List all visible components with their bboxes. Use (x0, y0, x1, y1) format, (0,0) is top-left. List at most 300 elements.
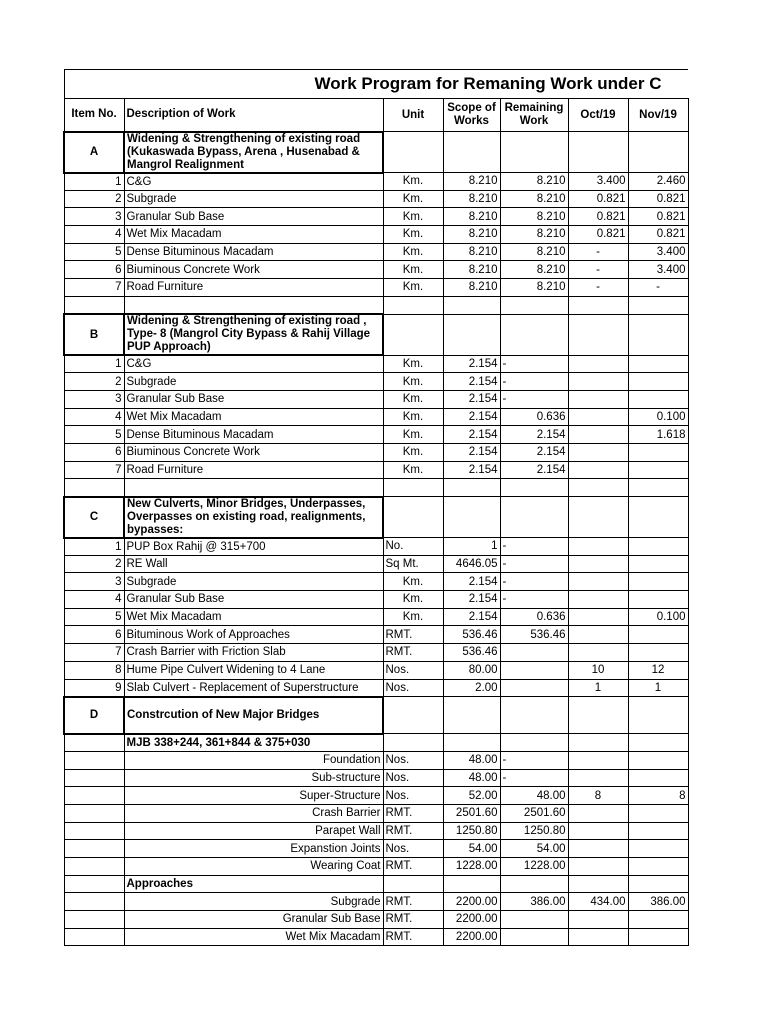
nov-value (628, 461, 688, 479)
item-no (64, 858, 124, 876)
description: Granular Sub Base (124, 390, 383, 408)
table-row (64, 226, 688, 244)
item-no: 4 (64, 408, 124, 426)
remaining: 8.210 (500, 208, 568, 226)
table-row (64, 608, 688, 626)
oct-value (568, 591, 628, 609)
empty-cell (443, 875, 500, 893)
scope: 536.46 (443, 644, 500, 662)
scope: 2.154 (443, 591, 500, 609)
oct-value (568, 822, 628, 840)
scope: 1 (443, 538, 500, 556)
unit: Nos. (383, 679, 443, 697)
scope: 2.00 (443, 679, 500, 697)
remaining: 8.210 (500, 226, 568, 244)
nov-value (628, 751, 688, 769)
table-row (64, 538, 688, 556)
scope: 2200.00 (443, 893, 500, 911)
remaining: - (500, 538, 568, 556)
oct-value: 8 (568, 787, 628, 805)
scope: 54.00 (443, 840, 500, 858)
remaining: 8.210 (500, 173, 568, 191)
table-row (64, 426, 688, 444)
col-unit: Unit (383, 99, 443, 132)
section-code: D (64, 697, 124, 734)
section-row (64, 132, 688, 173)
scope: 52.00 (443, 787, 500, 805)
subheading-row (64, 734, 688, 752)
unit: Km. (383, 261, 443, 279)
unit: Nos. (383, 751, 443, 769)
scope: 1250.80 (443, 822, 500, 840)
empty-cell (383, 497, 443, 538)
description: Dense Bituminous Macadam (124, 426, 383, 444)
scope: 2.154 (443, 408, 500, 426)
remaining: - (500, 751, 568, 769)
item-no (64, 787, 124, 805)
col-scope: Scope of Works (443, 99, 500, 132)
empty-cell (568, 734, 628, 752)
nov-value: 0.100 (628, 408, 688, 426)
unit: RMT. (383, 804, 443, 822)
work-program-table (63, 69, 689, 946)
empty-cell (443, 697, 500, 734)
unit: Km. (383, 208, 443, 226)
nov-value (628, 840, 688, 858)
description: Road Furniture (124, 461, 383, 479)
scope: 48.00 (443, 751, 500, 769)
description: Foundation (124, 751, 383, 769)
item-no (64, 822, 124, 840)
empty-cell (383, 875, 443, 893)
description: Wet Mix Macadam (124, 608, 383, 626)
description: Wearing Coat (124, 858, 383, 876)
item-no: 1 (64, 173, 124, 191)
section-row (64, 314, 688, 355)
scope: 2200.00 (443, 911, 500, 929)
remaining: - (500, 573, 568, 591)
sheet-title: Work Program for Remaning Work under C (64, 70, 688, 99)
empty-cell (628, 697, 688, 734)
unit: No. (383, 538, 443, 556)
item-no (64, 893, 124, 911)
unit: Km. (383, 243, 443, 261)
table-row (64, 373, 688, 391)
remaining (500, 661, 568, 679)
table-row (64, 443, 688, 461)
remaining (500, 644, 568, 662)
nov-value (628, 804, 688, 822)
table-row (64, 893, 688, 911)
description: RE Wall (124, 555, 383, 573)
oct-value: 3.400 (568, 173, 628, 191)
scope: 2.154 (443, 355, 500, 373)
section-title: Widening & Strengthening of existing road , Type- 8 (Mangrol City Bypass & Rahij Village PUP Approach) (124, 314, 383, 355)
oct-value (568, 461, 628, 479)
nov-value (628, 928, 688, 946)
empty-cell (568, 296, 628, 314)
empty-cell (383, 479, 443, 497)
nov-value (628, 626, 688, 644)
item-no: 7 (64, 279, 124, 297)
blank-row (64, 296, 688, 314)
section-title: Constrcution of New Major Bridges (124, 697, 383, 734)
item-no (64, 840, 124, 858)
nov-value (628, 373, 688, 391)
table-row (64, 928, 688, 946)
oct-value (568, 355, 628, 373)
empty-cell (628, 497, 688, 538)
remaining: 2.154 (500, 443, 568, 461)
item-no: 6 (64, 626, 124, 644)
scope: 2.154 (443, 426, 500, 444)
oct-value: - (568, 261, 628, 279)
empty-cell (568, 314, 628, 355)
scope: 4646.05 (443, 555, 500, 573)
scope: 2.154 (443, 608, 500, 626)
empty-cell (568, 497, 628, 538)
empty-cell (500, 479, 568, 497)
unit: Km. (383, 408, 443, 426)
oct-value: 10 (568, 661, 628, 679)
section-code: A (64, 132, 124, 173)
description: Wet Mix Macadam (124, 928, 383, 946)
description: Biuminous Concrete Work (124, 443, 383, 461)
scope: 2200.00 (443, 928, 500, 946)
empty-cell (443, 296, 500, 314)
table-row (64, 573, 688, 591)
empty-cell (628, 875, 688, 893)
nov-value (628, 858, 688, 876)
oct-value (568, 608, 628, 626)
oct-value (568, 644, 628, 662)
table-row (64, 390, 688, 408)
description: C&G (124, 173, 383, 191)
oct-value: 0.821 (568, 190, 628, 208)
remaining: 2.154 (500, 426, 568, 444)
scope: 80.00 (443, 661, 500, 679)
empty-cell (500, 132, 568, 173)
item-no (64, 928, 124, 946)
empty-cell (628, 296, 688, 314)
remaining: - (500, 555, 568, 573)
description: Biuminous Concrete Work (124, 261, 383, 279)
nov-value (628, 355, 688, 373)
remaining: 0.636 (500, 408, 568, 426)
unit: Km. (383, 173, 443, 191)
nov-value (628, 555, 688, 573)
empty-cell (443, 479, 500, 497)
table-row (64, 840, 688, 858)
empty-cell (568, 697, 628, 734)
unit: RMT. (383, 928, 443, 946)
scope: 536.46 (443, 626, 500, 644)
nov-value (628, 443, 688, 461)
unit: Km. (383, 461, 443, 479)
nov-value (628, 591, 688, 609)
table-row (64, 555, 688, 573)
scope: 2.154 (443, 461, 500, 479)
empty-cell (64, 875, 124, 893)
description: C&G (124, 355, 383, 373)
table-row (64, 644, 688, 662)
nov-value: 12 (628, 661, 688, 679)
empty-cell (568, 875, 628, 893)
empty-cell (500, 697, 568, 734)
empty-cell (628, 314, 688, 355)
empty-cell (64, 296, 124, 314)
table-row (64, 279, 688, 297)
scope: 2.154 (443, 573, 500, 591)
description: Wet Mix Macadam (124, 408, 383, 426)
oct-value (568, 840, 628, 858)
section-title: New Culverts, Minor Bridges, Underpasses, Overpasses on existing road, realignments, bypasses: (124, 497, 383, 538)
item-no: 1 (64, 355, 124, 373)
item-no: 6 (64, 443, 124, 461)
description: Hume Pipe Culvert Widening to 4 Lane (124, 661, 383, 679)
unit: Sq Mt. (383, 555, 443, 573)
description: Crash Barrier with Friction Slab (124, 644, 383, 662)
unit: Km. (383, 190, 443, 208)
description: Road Furniture (124, 279, 383, 297)
subheading: Approaches (124, 875, 383, 893)
scope: 8.210 (443, 190, 500, 208)
empty-cell (500, 875, 568, 893)
item-no: 8 (64, 661, 124, 679)
remaining: 8.210 (500, 190, 568, 208)
item-no: 7 (64, 644, 124, 662)
scope: 8.210 (443, 208, 500, 226)
table-row (64, 751, 688, 769)
oct-value: 0.821 (568, 208, 628, 226)
table-row (64, 679, 688, 697)
item-no: 5 (64, 426, 124, 444)
unit: Km. (383, 591, 443, 609)
remaining: - (500, 355, 568, 373)
subheading-row (64, 875, 688, 893)
nov-value: 1.618 (628, 426, 688, 444)
section-code: B (64, 314, 124, 355)
description: Wet Mix Macadam (124, 226, 383, 244)
oct-value: 434.00 (568, 893, 628, 911)
empty-cell (500, 314, 568, 355)
item-no (64, 769, 124, 787)
oct-value: - (568, 243, 628, 261)
oct-value (568, 928, 628, 946)
description: Slab Culvert - Replacement of Superstructure (124, 679, 383, 697)
unit: Nos. (383, 769, 443, 787)
description: Granular Sub Base (124, 591, 383, 609)
unit: Km. (383, 390, 443, 408)
table-row (64, 261, 688, 279)
description: Expanstion Joints (124, 840, 383, 858)
oct-value (568, 911, 628, 929)
scope: 48.00 (443, 769, 500, 787)
description: Parapet Wall (124, 822, 383, 840)
blank-row (64, 479, 688, 497)
table-row (64, 804, 688, 822)
oct-value (568, 858, 628, 876)
empty-cell (124, 479, 383, 497)
scope: 8.210 (443, 226, 500, 244)
col-description: Description of Work (124, 99, 383, 132)
nov-value (628, 573, 688, 591)
remaining (500, 928, 568, 946)
nov-value: 1 (628, 679, 688, 697)
description: Bituminous Work of Approaches (124, 626, 383, 644)
table-row (64, 461, 688, 479)
remaining: - (500, 390, 568, 408)
oct-value (568, 555, 628, 573)
description: Crash Barrier (124, 804, 383, 822)
scope: 2.154 (443, 443, 500, 461)
unit: Nos. (383, 661, 443, 679)
nov-value (628, 644, 688, 662)
item-no (64, 751, 124, 769)
item-no (64, 804, 124, 822)
empty-cell (500, 497, 568, 538)
empty-cell (628, 479, 688, 497)
empty-cell (443, 497, 500, 538)
unit: Km. (383, 226, 443, 244)
unit: Km. (383, 573, 443, 591)
oct-value (568, 769, 628, 787)
remaining: 1228.00 (500, 858, 568, 876)
item-no: 2 (64, 373, 124, 391)
description: Subgrade (124, 190, 383, 208)
remaining: - (500, 373, 568, 391)
description: Dense Bituminous Macadam (124, 243, 383, 261)
scope: 8.210 (443, 173, 500, 191)
scope: 2501.60 (443, 804, 500, 822)
unit: RMT. (383, 893, 443, 911)
remaining: 8.210 (500, 243, 568, 261)
col-oct: Oct/19 (568, 99, 628, 132)
col-nov: Nov/19 (628, 99, 688, 132)
table-row (64, 661, 688, 679)
col-item-no: Item No. (64, 99, 124, 132)
empty-cell (383, 296, 443, 314)
empty-cell (628, 132, 688, 173)
remaining: 48.00 (500, 787, 568, 805)
table-row (64, 173, 688, 191)
nov-value (628, 822, 688, 840)
empty-cell (383, 697, 443, 734)
scope: 8.210 (443, 279, 500, 297)
item-no: 2 (64, 190, 124, 208)
unit: RMT. (383, 858, 443, 876)
empty-cell (383, 734, 443, 752)
description: Sub-structure (124, 769, 383, 787)
empty-cell (500, 296, 568, 314)
table-row (64, 408, 688, 426)
oct-value (568, 408, 628, 426)
scope: 2.154 (443, 390, 500, 408)
item-no: 9 (64, 679, 124, 697)
remaining: 2.154 (500, 461, 568, 479)
nov-value: 3.400 (628, 243, 688, 261)
empty-cell (628, 734, 688, 752)
remaining: 54.00 (500, 840, 568, 858)
description: Subgrade (124, 573, 383, 591)
unit: RMT. (383, 644, 443, 662)
col-remaining: Remaining Work (500, 99, 568, 132)
oct-value (568, 573, 628, 591)
table-row (64, 769, 688, 787)
empty-cell (500, 734, 568, 752)
description: Granular Sub Base (124, 208, 383, 226)
oct-value (568, 443, 628, 461)
description: Subgrade (124, 893, 383, 911)
oct-value (568, 751, 628, 769)
item-no: 1 (64, 538, 124, 556)
unit: Nos. (383, 787, 443, 805)
table-row (64, 626, 688, 644)
item-no: 5 (64, 243, 124, 261)
unit: Km. (383, 443, 443, 461)
description: Subgrade (124, 373, 383, 391)
title-row (64, 70, 688, 99)
table-row (64, 355, 688, 373)
nov-value: - (628, 279, 688, 297)
remaining (500, 679, 568, 697)
item-no (64, 911, 124, 929)
item-no: 3 (64, 573, 124, 591)
nov-value: 0.100 (628, 608, 688, 626)
nov-value: 0.821 (628, 190, 688, 208)
table-row (64, 243, 688, 261)
unit: Nos. (383, 840, 443, 858)
description: PUP Box Rahij @ 315+700 (124, 538, 383, 556)
remaining: - (500, 769, 568, 787)
unit: Km. (383, 279, 443, 297)
scope: 8.210 (443, 261, 500, 279)
item-no: 5 (64, 608, 124, 626)
remaining: 2501.60 (500, 804, 568, 822)
unit: Km. (383, 426, 443, 444)
remaining: - (500, 591, 568, 609)
nov-value (628, 769, 688, 787)
nov-value: 386.00 (628, 893, 688, 911)
nov-value (628, 911, 688, 929)
oct-value: 1 (568, 679, 628, 697)
empty-cell (124, 296, 383, 314)
empty-cell (64, 734, 124, 752)
nov-value (628, 390, 688, 408)
header-row (64, 99, 688, 132)
unit: Km. (383, 373, 443, 391)
nov-value: 2.460 (628, 173, 688, 191)
remaining: 1250.80 (500, 822, 568, 840)
description: Super-Structure (124, 787, 383, 805)
oct-value: 0.821 (568, 226, 628, 244)
empty-cell (64, 479, 124, 497)
item-no: 7 (64, 461, 124, 479)
section-row (64, 697, 688, 734)
section-title: Widening & Strengthening of existing road (Kukaswada Bypass, Arena , Husenabad & Mangrol Realignment (124, 132, 383, 173)
oct-value (568, 426, 628, 444)
item-no: 4 (64, 591, 124, 609)
item-no: 4 (64, 226, 124, 244)
scope: 1228.00 (443, 858, 500, 876)
oct-value (568, 373, 628, 391)
empty-cell (568, 479, 628, 497)
description: Granular Sub Base (124, 911, 383, 929)
remaining: 386.00 (500, 893, 568, 911)
nov-value: 8 (628, 787, 688, 805)
empty-cell (383, 314, 443, 355)
oct-value (568, 626, 628, 644)
